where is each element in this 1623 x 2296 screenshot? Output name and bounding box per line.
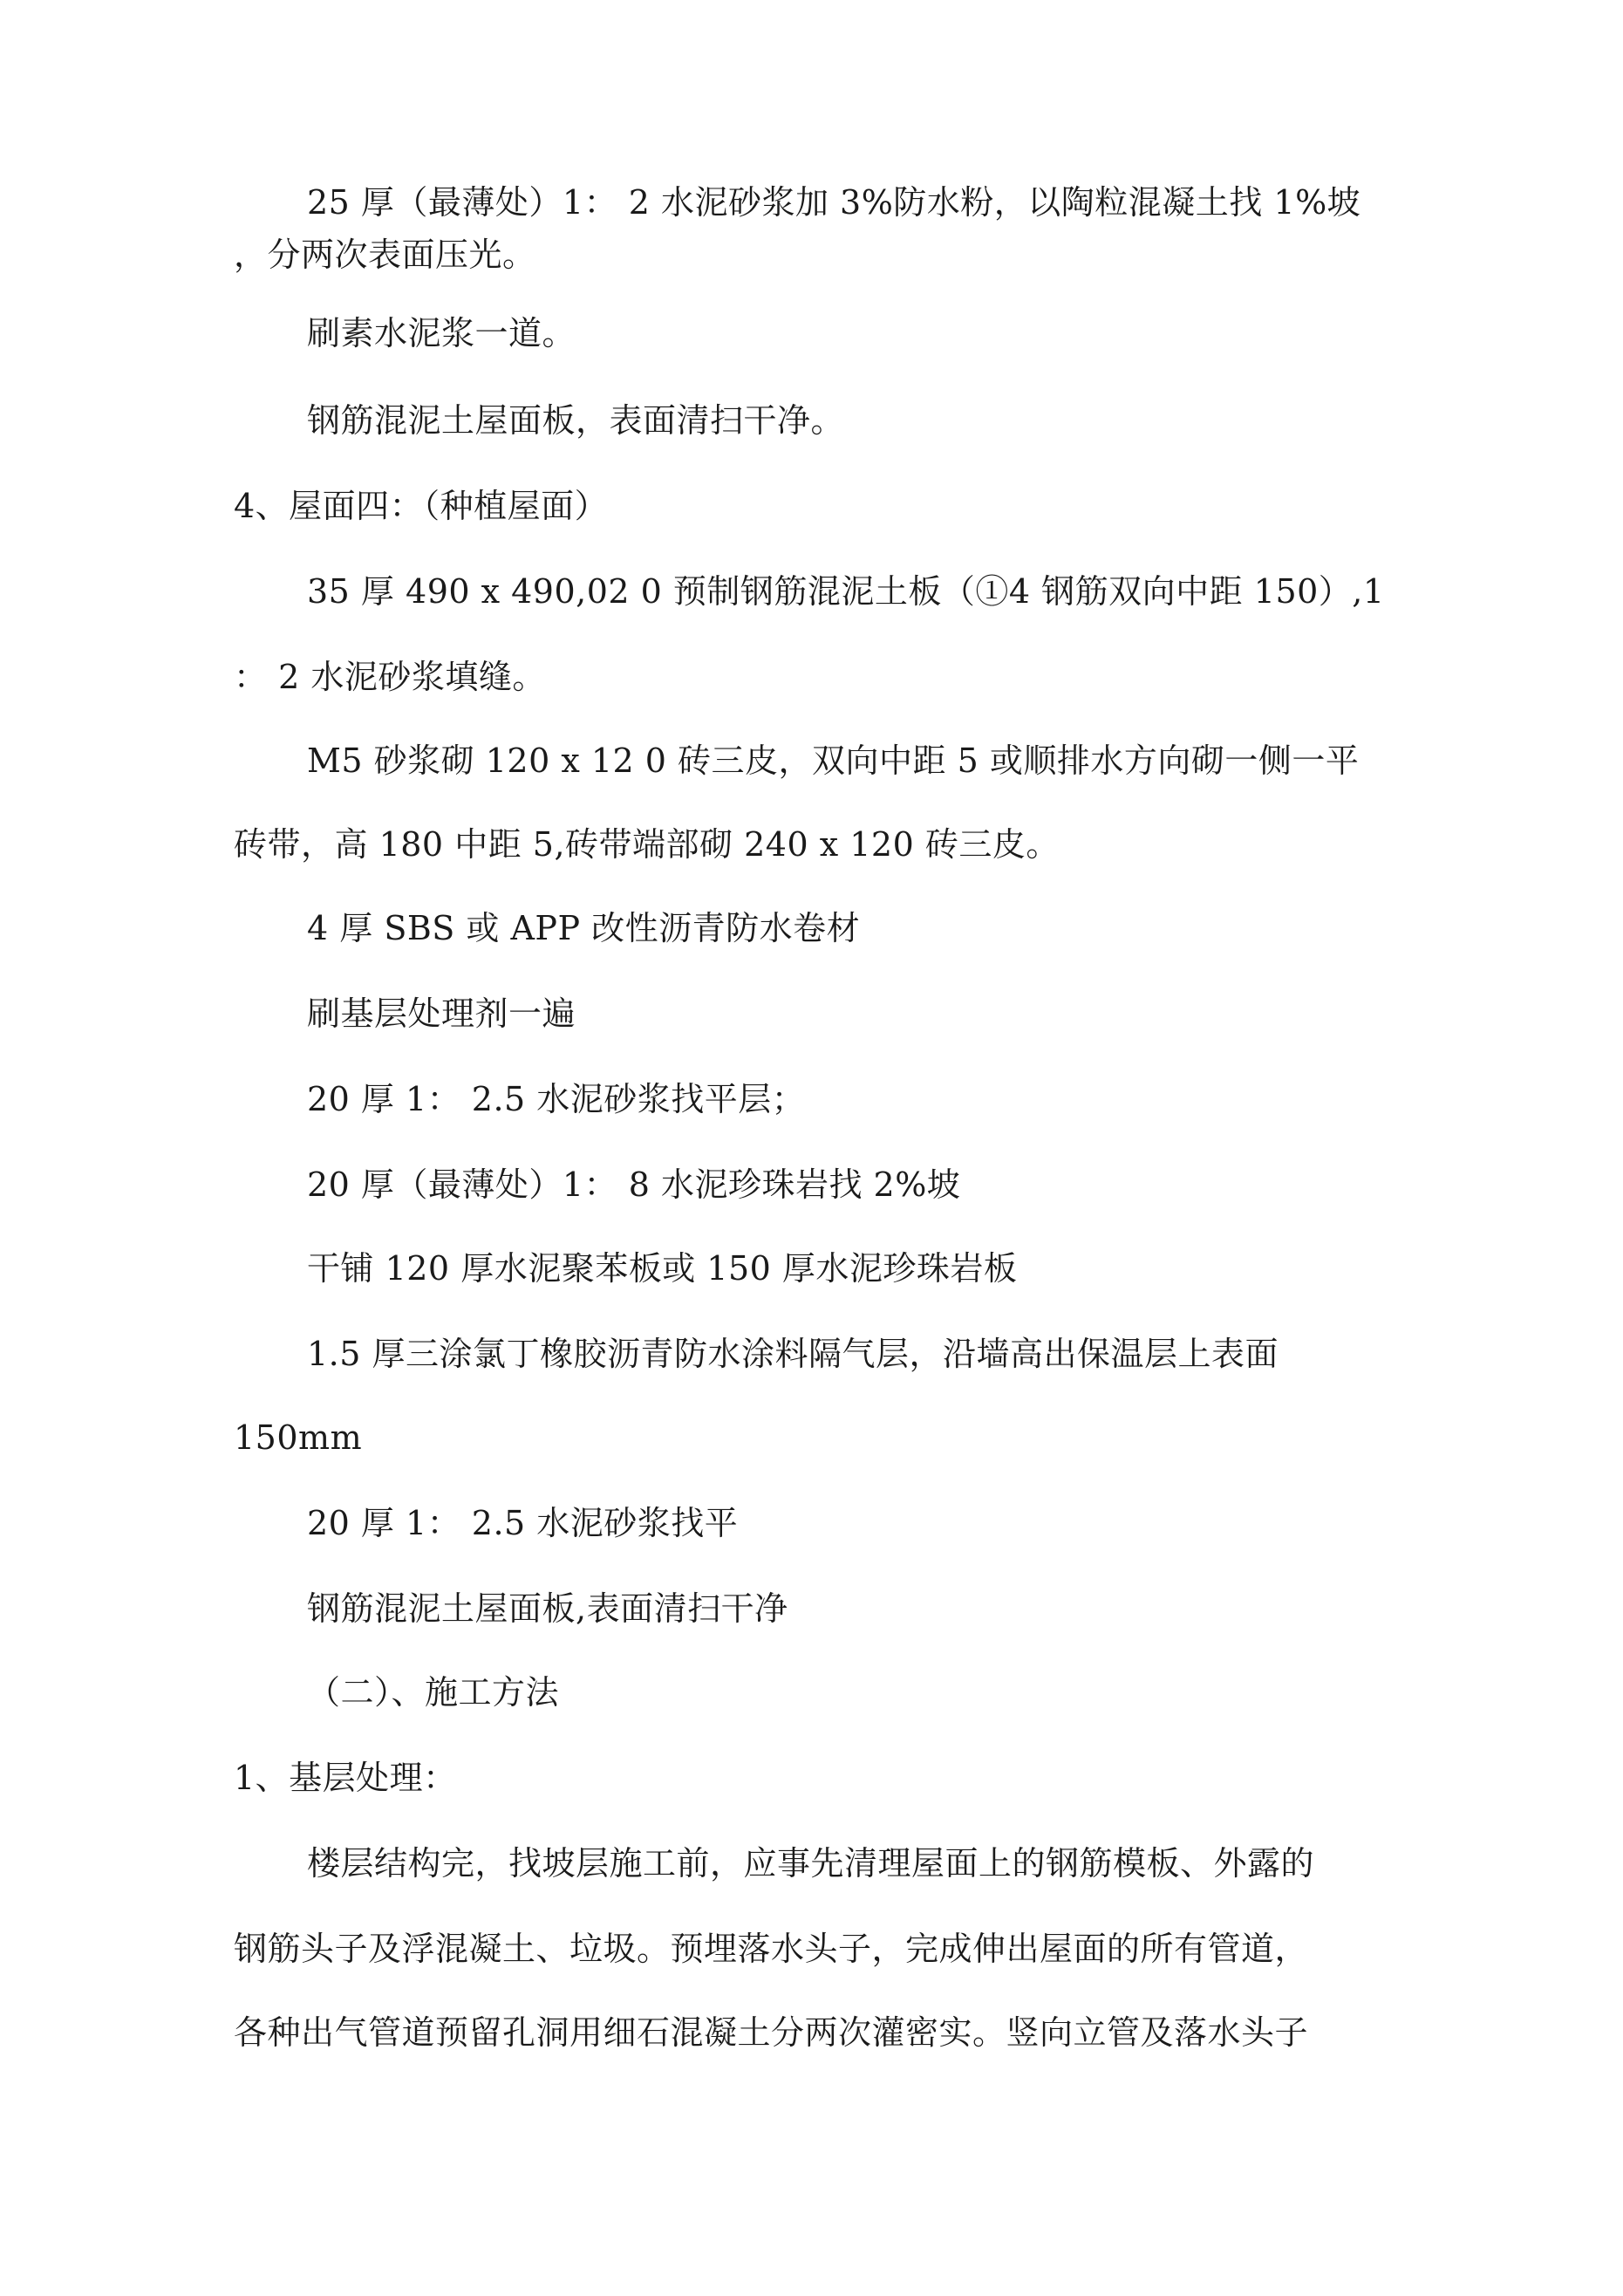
paragraph-line: ： 2 水泥砂浆填缝。 <box>234 658 546 696</box>
paragraph-line: 20 厚 1： 2.5 水泥砂浆找平 <box>307 1504 739 1542</box>
paragraph-line: 20 厚（最薄处）1： 8 水泥珍珠岩找 2%坡 <box>307 1165 961 1204</box>
paragraph-line: 各种出气管道预留孔洞用细石混凝土分两次灌密实。竖向立管及落水头子 <box>234 2013 1309 2052</box>
paragraph-line: 25 厚（最薄处）1： 2 水泥砂浆加 3%防水粉，以陶粒混凝土找 1%坡 <box>307 183 1361 222</box>
paragraph-line: 35 厚 490 x 490,02 0 预制钢筋混泥土板（①4 钢筋双向中距 150）,1 <box>307 572 1385 611</box>
paragraph-line: ，分两次表面压光。 <box>234 236 536 274</box>
paragraph-line: 刷基层处理剂一遍 <box>307 994 576 1033</box>
paragraph-line: 4 厚 SBS 或 APP 改性沥青防水卷材 <box>307 909 861 947</box>
section-heading: （二）、施工方法 <box>307 1673 560 1712</box>
paragraph-line: 钢筋混泥土屋面板,表面清扫干净 <box>307 1589 788 1628</box>
paragraph-line: M5 砂浆砌 120 x 12 0 砖三皮，双向中距 5 或顺排水方向砌一侧一平 <box>307 741 1360 780</box>
paragraph-line: 150mm <box>234 1418 363 1457</box>
paragraph-line: 砖带，高 180 中距 5,砖带端部砌 240 x 120 砖三皮。 <box>234 825 1060 864</box>
paragraph-line: 1.5 厚三涂氯丁橡胶沥青防水涂料隔气层，沿墙高出保温层上表面 <box>307 1335 1279 1373</box>
paragraph-line: 楼层结构完，找坡层施工前，应事先清理屋面上的钢筋模板、外露的 <box>307 1844 1315 1883</box>
paragraph-line: 20 厚 1： 2.5 水泥砂浆找平层； <box>307 1080 806 1118</box>
paragraph-line: 钢筋混泥土屋面板，表面清扫干净。 <box>307 401 845 440</box>
section-heading: 4、屋面四：（种植屋面） <box>234 487 609 525</box>
paragraph-line: 刷素水泥浆一道。 <box>307 314 576 352</box>
paragraph-line: 钢筋头子及浮混凝土、垃圾。预埋落水头子，完成伸出屋面的所有管道， <box>234 1930 1309 1968</box>
section-heading: 1、基层处理： <box>234 1759 457 1797</box>
paragraph-line: 干铺 120 厚水泥聚苯板或 150 厚水泥珍珠岩板 <box>307 1249 1018 1288</box>
